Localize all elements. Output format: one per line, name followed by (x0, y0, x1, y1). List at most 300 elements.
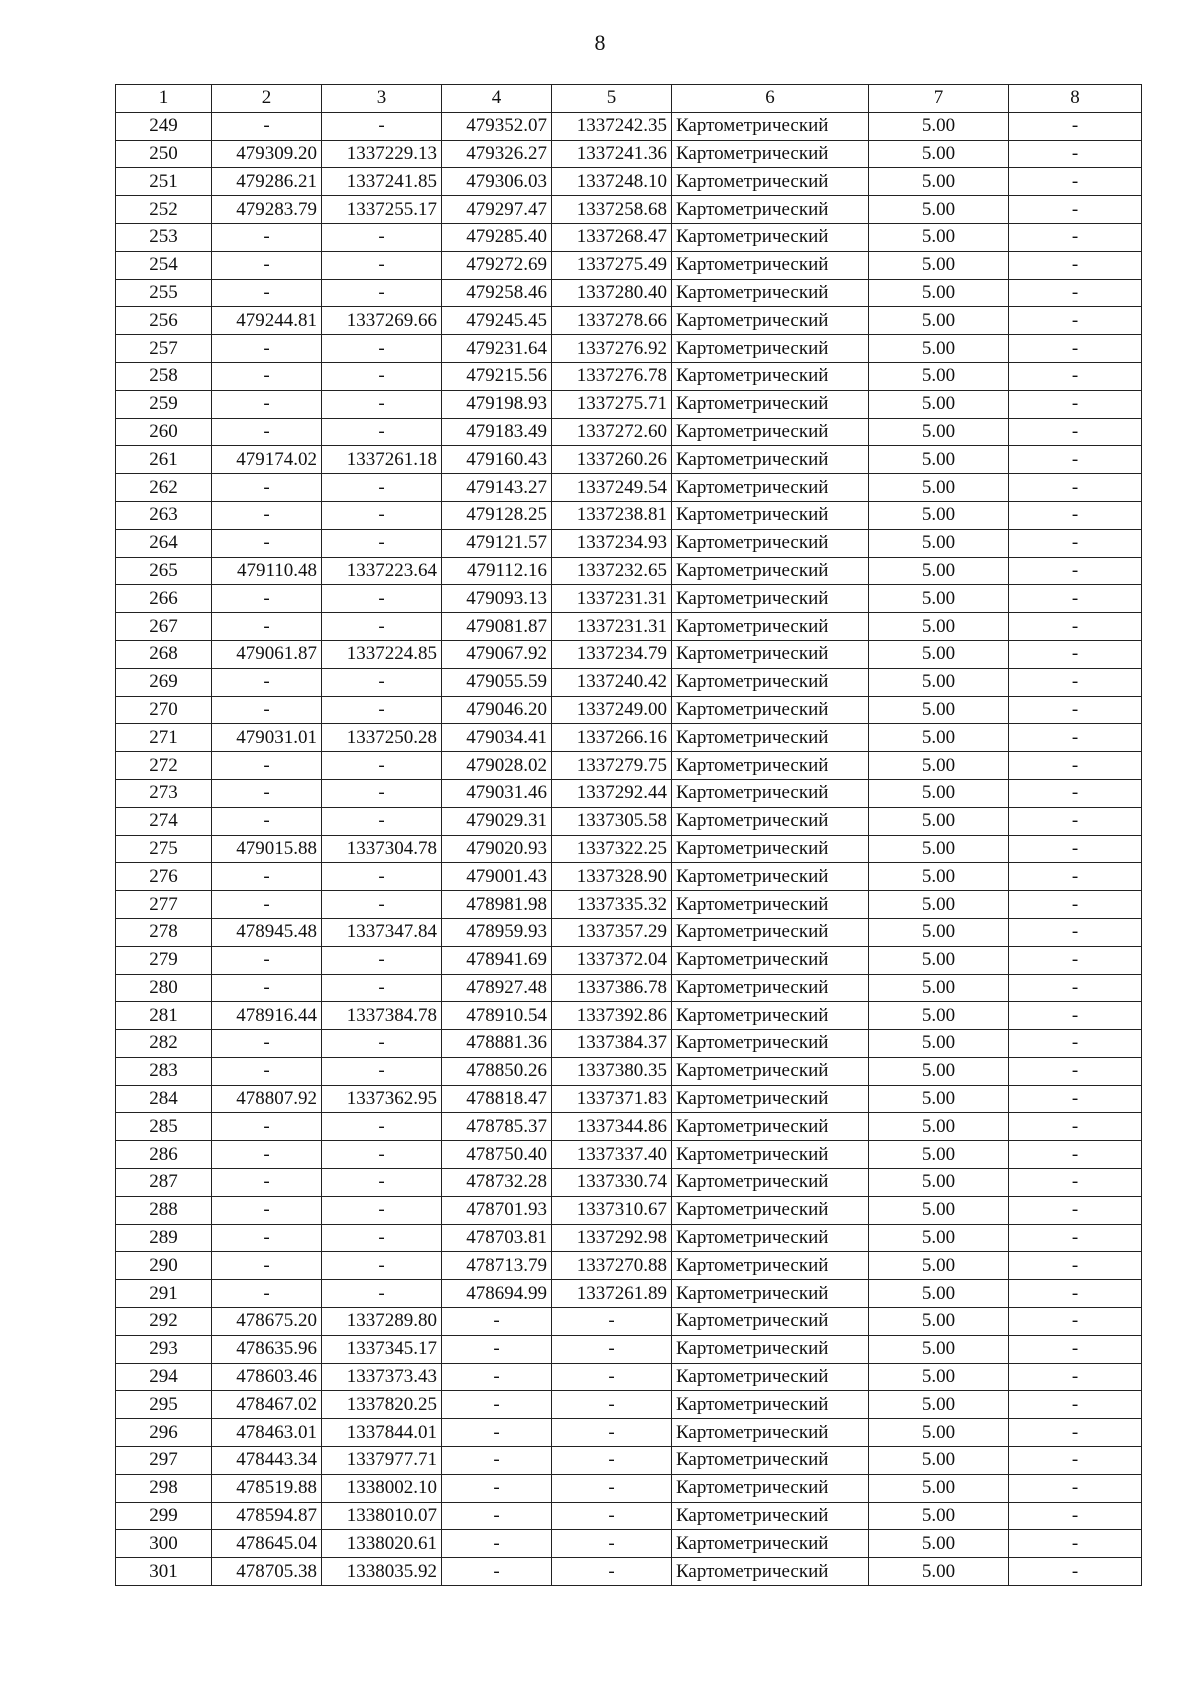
y-old-cell: 1337362.95 (322, 1085, 442, 1113)
accuracy-cell: 5.00 (869, 835, 1009, 863)
accuracy-cell: 5.00 (869, 223, 1009, 251)
y-new-cell: 1337357.29 (552, 918, 672, 946)
table-row (116, 1308, 1142, 1336)
point-number-cell: 278 (116, 918, 212, 946)
description-cell: - (1009, 362, 1142, 390)
y-new-cell: - (552, 1419, 672, 1447)
y-old-cell: - (322, 390, 442, 418)
accuracy-cell: 5.00 (869, 1530, 1009, 1558)
point-number-cell: 262 (116, 474, 212, 502)
accuracy-cell: 5.00 (869, 1141, 1009, 1169)
x-new-cell: 479029.31 (442, 807, 552, 835)
method-cell: Картометрический (672, 1335, 869, 1363)
x-old-cell: 478635.96 (212, 1335, 322, 1363)
y-new-cell: 1337268.47 (552, 223, 672, 251)
description-cell: - (1009, 279, 1142, 307)
x-old-cell: - (212, 752, 322, 780)
accuracy-cell: 5.00 (869, 640, 1009, 668)
y-new-cell: 1337241.36 (552, 140, 672, 168)
y-new-cell: 1337330.74 (552, 1169, 672, 1197)
y-old-cell: - (322, 279, 442, 307)
y-old-cell: - (322, 1113, 442, 1141)
y-old-cell: - (322, 946, 442, 974)
x-old-cell: - (212, 1030, 322, 1058)
table-row (116, 668, 1142, 696)
table-row (116, 724, 1142, 752)
x-new-cell: 479121.57 (442, 529, 552, 557)
description-cell: - (1009, 724, 1142, 752)
y-new-cell: 1337372.04 (552, 946, 672, 974)
accuracy-cell: 5.00 (869, 1391, 1009, 1419)
y-new-cell: 1337386.78 (552, 974, 672, 1002)
y-new-cell: 1337275.49 (552, 251, 672, 279)
y-new-cell: 1337276.78 (552, 362, 672, 390)
point-number-cell: 299 (116, 1502, 212, 1530)
point-number-cell: 271 (116, 724, 212, 752)
method-cell: Картометрический (672, 613, 869, 641)
point-number-cell: 280 (116, 974, 212, 1002)
y-new-cell: 1337280.40 (552, 279, 672, 307)
description-cell: - (1009, 807, 1142, 835)
x-new-cell: 479297.47 (442, 196, 552, 224)
x-old-cell: - (212, 585, 322, 613)
y-new-cell: 1337248.10 (552, 168, 672, 196)
x-old-cell: - (212, 1280, 322, 1308)
method-cell: Картометрический (672, 1474, 869, 1502)
accuracy-cell: 5.00 (869, 196, 1009, 224)
point-number-cell: 291 (116, 1280, 212, 1308)
accuracy-cell: 5.00 (869, 1502, 1009, 1530)
y-old-cell: - (322, 613, 442, 641)
point-number-cell: 273 (116, 779, 212, 807)
y-new-cell: 1337232.65 (552, 557, 672, 585)
description-cell: - (1009, 1280, 1142, 1308)
method-cell: Картометрический (672, 1530, 869, 1558)
x-new-cell: 478713.79 (442, 1252, 552, 1280)
x-new-cell: - (442, 1502, 552, 1530)
y-old-cell: - (322, 223, 442, 251)
accuracy-cell: 5.00 (869, 1252, 1009, 1280)
table-row (116, 613, 1142, 641)
y-new-cell: 1337266.16 (552, 724, 672, 752)
x-old-cell: 478519.88 (212, 1474, 322, 1502)
y-old-cell: 1337977.71 (322, 1447, 442, 1475)
x-new-cell: 479046.20 (442, 696, 552, 724)
y-new-cell: - (552, 1530, 672, 1558)
accuracy-cell: 5.00 (869, 1169, 1009, 1197)
column-header: 5 (552, 85, 672, 113)
accuracy-cell: 5.00 (869, 474, 1009, 502)
column-header: 6 (672, 85, 869, 113)
y-old-cell: - (322, 752, 442, 780)
method-cell: Картометрический (672, 918, 869, 946)
y-old-cell: 1337347.84 (322, 918, 442, 946)
x-new-cell: 479031.46 (442, 779, 552, 807)
x-new-cell: 478703.81 (442, 1224, 552, 1252)
x-old-cell: 479110.48 (212, 557, 322, 585)
description-cell: - (1009, 1224, 1142, 1252)
x-old-cell: - (212, 613, 322, 641)
y-new-cell: 1337242.35 (552, 112, 672, 140)
x-new-cell: 478881.36 (442, 1030, 552, 1058)
point-number-cell: 296 (116, 1419, 212, 1447)
description-cell: - (1009, 1030, 1142, 1058)
point-number-cell: 281 (116, 1002, 212, 1030)
y-old-cell: - (322, 501, 442, 529)
method-cell: Картометрический (672, 724, 869, 752)
x-new-cell: 479306.03 (442, 168, 552, 196)
accuracy-cell: 5.00 (869, 891, 1009, 919)
column-header: 1 (116, 85, 212, 113)
description-cell: - (1009, 752, 1142, 780)
description-cell: - (1009, 446, 1142, 474)
table-row (116, 1113, 1142, 1141)
table-row (116, 974, 1142, 1002)
method-cell: Картометрический (672, 279, 869, 307)
x-new-cell: 478941.69 (442, 946, 552, 974)
y-old-cell: - (322, 779, 442, 807)
point-number-cell: 289 (116, 1224, 212, 1252)
x-old-cell: 478916.44 (212, 1002, 322, 1030)
point-number-cell: 276 (116, 863, 212, 891)
y-old-cell: 1337250.28 (322, 724, 442, 752)
accuracy-cell: 5.00 (869, 1558, 1009, 1586)
method-cell: Картометрический (672, 946, 869, 974)
method-cell: Картометрический (672, 974, 869, 1002)
x-new-cell: 478850.26 (442, 1057, 552, 1085)
accuracy-cell: 5.00 (869, 1196, 1009, 1224)
description-cell: - (1009, 418, 1142, 446)
accuracy-cell: 5.00 (869, 863, 1009, 891)
point-number-cell: 293 (116, 1335, 212, 1363)
y-new-cell: 1337240.42 (552, 668, 672, 696)
y-new-cell: - (552, 1502, 672, 1530)
method-cell: Картометрический (672, 223, 869, 251)
point-number-cell: 282 (116, 1030, 212, 1058)
x-old-cell: - (212, 390, 322, 418)
method-cell: Картометрический (672, 1502, 869, 1530)
y-old-cell: - (322, 668, 442, 696)
y-old-cell: 1337304.78 (322, 835, 442, 863)
description-cell: - (1009, 585, 1142, 613)
description-cell: - (1009, 1447, 1142, 1475)
description-cell: - (1009, 668, 1142, 696)
x-new-cell: 479034.41 (442, 724, 552, 752)
x-new-cell: 479001.43 (442, 863, 552, 891)
accuracy-cell: 5.00 (869, 1057, 1009, 1085)
accuracy-cell: 5.00 (869, 1224, 1009, 1252)
method-cell: Картометрический (672, 1196, 869, 1224)
x-new-cell: 479183.49 (442, 418, 552, 446)
description-cell: - (1009, 501, 1142, 529)
method-cell: Картометрический (672, 1113, 869, 1141)
accuracy-cell: 5.00 (869, 390, 1009, 418)
y-new-cell: 1337234.93 (552, 529, 672, 557)
x-old-cell: - (212, 974, 322, 1002)
point-number-cell: 277 (116, 891, 212, 919)
table-row (116, 835, 1142, 863)
y-old-cell: - (322, 1057, 442, 1085)
table-body (116, 112, 1142, 1585)
x-new-cell: 479081.87 (442, 613, 552, 641)
x-new-cell: 478981.98 (442, 891, 552, 919)
y-new-cell: - (552, 1363, 672, 1391)
y-old-cell: 1338010.07 (322, 1502, 442, 1530)
method-cell: Картометрический (672, 1030, 869, 1058)
method-cell: Картометрический (672, 501, 869, 529)
x-old-cell: 478705.38 (212, 1558, 322, 1586)
accuracy-cell: 5.00 (869, 501, 1009, 529)
accuracy-cell: 5.00 (869, 1474, 1009, 1502)
table-row (116, 1169, 1142, 1197)
x-new-cell: 478910.54 (442, 1002, 552, 1030)
x-new-cell: 478959.93 (442, 918, 552, 946)
y-new-cell: - (552, 1391, 672, 1419)
accuracy-cell: 5.00 (869, 112, 1009, 140)
method-cell: Картометрический (672, 640, 869, 668)
x-old-cell: - (212, 501, 322, 529)
table-row (116, 1252, 1142, 1280)
column-header: 7 (869, 85, 1009, 113)
table-row (116, 1558, 1142, 1586)
accuracy-cell: 5.00 (869, 807, 1009, 835)
method-cell: Картометрический (672, 696, 869, 724)
point-number-cell: 253 (116, 223, 212, 251)
point-number-cell: 264 (116, 529, 212, 557)
point-number-cell: 285 (116, 1113, 212, 1141)
accuracy-cell: 5.00 (869, 918, 1009, 946)
y-old-cell: - (322, 112, 442, 140)
method-cell: Картометрический (672, 529, 869, 557)
y-new-cell: 1337322.25 (552, 835, 672, 863)
accuracy-cell: 5.00 (869, 724, 1009, 752)
accuracy-cell: 5.00 (869, 168, 1009, 196)
y-old-cell: - (322, 1030, 442, 1058)
x-old-cell: - (212, 279, 322, 307)
method-cell: Картометрический (672, 752, 869, 780)
point-number-cell: 255 (116, 279, 212, 307)
column-header: 4 (442, 85, 552, 113)
point-number-cell: 294 (116, 1363, 212, 1391)
x-old-cell: 478594.87 (212, 1502, 322, 1530)
table-row (116, 779, 1142, 807)
description-cell: - (1009, 779, 1142, 807)
x-old-cell: - (212, 668, 322, 696)
y-new-cell: 1337344.86 (552, 1113, 672, 1141)
point-number-cell: 249 (116, 112, 212, 140)
accuracy-cell: 5.00 (869, 557, 1009, 585)
table-row (116, 446, 1142, 474)
method-cell: Картометрический (672, 1057, 869, 1085)
y-new-cell: 1337238.81 (552, 501, 672, 529)
column-header: 2 (212, 85, 322, 113)
y-old-cell: 1337844.01 (322, 1419, 442, 1447)
y-old-cell: 1338020.61 (322, 1530, 442, 1558)
table-row (116, 1474, 1142, 1502)
x-new-cell: 479067.92 (442, 640, 552, 668)
x-old-cell: - (212, 335, 322, 363)
x-new-cell: 479272.69 (442, 251, 552, 279)
method-cell: Картометрический (672, 585, 869, 613)
method-cell: Картометрический (672, 1419, 869, 1447)
accuracy-cell: 5.00 (869, 140, 1009, 168)
table-row (116, 390, 1142, 418)
x-new-cell: - (442, 1335, 552, 1363)
x-old-cell: 479244.81 (212, 307, 322, 335)
point-number-cell: 265 (116, 557, 212, 585)
method-cell: Картометрический (672, 1447, 869, 1475)
x-old-cell: - (212, 223, 322, 251)
x-new-cell: 479020.93 (442, 835, 552, 863)
header-row (116, 85, 1142, 113)
point-number-cell: 298 (116, 1474, 212, 1502)
y-new-cell: 1337272.60 (552, 418, 672, 446)
accuracy-cell: 5.00 (869, 279, 1009, 307)
description-cell: - (1009, 946, 1142, 974)
table-row (116, 1030, 1142, 1058)
y-old-cell: - (322, 474, 442, 502)
x-new-cell: - (442, 1558, 552, 1586)
x-new-cell: 478785.37 (442, 1113, 552, 1141)
table-row (116, 168, 1142, 196)
table-row (116, 223, 1142, 251)
table-row (116, 752, 1142, 780)
y-old-cell: 1337261.18 (322, 446, 442, 474)
table-row (116, 1224, 1142, 1252)
description-cell: - (1009, 1335, 1142, 1363)
description-cell: - (1009, 557, 1142, 585)
y-new-cell: 1337231.31 (552, 585, 672, 613)
y-new-cell: 1337249.54 (552, 474, 672, 502)
description-cell: - (1009, 696, 1142, 724)
x-new-cell: - (442, 1391, 552, 1419)
description-cell: - (1009, 1530, 1142, 1558)
table-row (116, 891, 1142, 919)
y-old-cell: 1337255.17 (322, 196, 442, 224)
y-old-cell: - (322, 529, 442, 557)
accuracy-cell: 5.00 (869, 1447, 1009, 1475)
accuracy-cell: 5.00 (869, 946, 1009, 974)
y-new-cell: - (552, 1308, 672, 1336)
accuracy-cell: 5.00 (869, 696, 1009, 724)
method-cell: Картометрический (672, 891, 869, 919)
y-old-cell: 1337345.17 (322, 1335, 442, 1363)
accuracy-cell: 5.00 (869, 1030, 1009, 1058)
table-row (116, 112, 1142, 140)
x-old-cell: - (212, 1113, 322, 1141)
y-old-cell: - (322, 863, 442, 891)
x-old-cell: 478467.02 (212, 1391, 322, 1419)
y-old-cell: - (322, 362, 442, 390)
description-cell: - (1009, 390, 1142, 418)
accuracy-cell: 5.00 (869, 1335, 1009, 1363)
point-number-cell: 254 (116, 251, 212, 279)
accuracy-cell: 5.00 (869, 668, 1009, 696)
y-new-cell: 1337371.83 (552, 1085, 672, 1113)
x-old-cell: 478945.48 (212, 918, 322, 946)
accuracy-cell: 5.00 (869, 779, 1009, 807)
x-new-cell: 479093.13 (442, 585, 552, 613)
x-old-cell: - (212, 529, 322, 557)
x-old-cell: 479015.88 (212, 835, 322, 863)
table-row (116, 307, 1142, 335)
y-old-cell: 1337373.43 (322, 1363, 442, 1391)
y-new-cell: 1337305.58 (552, 807, 672, 835)
point-number-cell: 251 (116, 168, 212, 196)
description-cell: - (1009, 1558, 1142, 1586)
x-new-cell: 478694.99 (442, 1280, 552, 1308)
y-new-cell: 1337278.66 (552, 307, 672, 335)
description-cell: - (1009, 307, 1142, 335)
table-row (116, 501, 1142, 529)
x-old-cell: 478463.01 (212, 1419, 322, 1447)
x-new-cell: 478701.93 (442, 1196, 552, 1224)
accuracy-cell: 5.00 (869, 752, 1009, 780)
description-cell: - (1009, 335, 1142, 363)
point-number-cell: 268 (116, 640, 212, 668)
y-new-cell: 1337292.98 (552, 1224, 672, 1252)
x-new-cell: - (442, 1474, 552, 1502)
column-header: 8 (1009, 85, 1142, 113)
x-new-cell: 478750.40 (442, 1141, 552, 1169)
y-old-cell: 1337229.13 (322, 140, 442, 168)
x-old-cell: 479061.87 (212, 640, 322, 668)
method-cell: Картометрический (672, 196, 869, 224)
table-row (116, 418, 1142, 446)
table-row (116, 863, 1142, 891)
y-new-cell: 1337384.37 (552, 1030, 672, 1058)
y-old-cell: 1337289.80 (322, 1308, 442, 1336)
description-cell: - (1009, 251, 1142, 279)
description-cell: - (1009, 474, 1142, 502)
column-header: 3 (322, 85, 442, 113)
point-number-cell: 295 (116, 1391, 212, 1419)
y-old-cell: 1337384.78 (322, 1002, 442, 1030)
coordinates-table (115, 84, 1142, 1586)
x-new-cell: 478818.47 (442, 1085, 552, 1113)
y-old-cell: - (322, 1141, 442, 1169)
y-old-cell: - (322, 807, 442, 835)
table-row (116, 1002, 1142, 1030)
y-old-cell: 1337223.64 (322, 557, 442, 585)
y-new-cell: 1337276.92 (552, 335, 672, 363)
method-cell: Картометрический (672, 1085, 869, 1113)
accuracy-cell: 5.00 (869, 446, 1009, 474)
y-old-cell: - (322, 585, 442, 613)
y-new-cell: 1337260.26 (552, 446, 672, 474)
method-cell: Картометрический (672, 362, 869, 390)
y-new-cell: - (552, 1558, 672, 1586)
description-cell: - (1009, 1141, 1142, 1169)
x-old-cell: - (212, 696, 322, 724)
table-row (116, 557, 1142, 585)
point-number-cell: 275 (116, 835, 212, 863)
x-new-cell: 479215.56 (442, 362, 552, 390)
point-number-cell: 266 (116, 585, 212, 613)
x-new-cell: 479352.07 (442, 112, 552, 140)
y-new-cell: - (552, 1335, 672, 1363)
x-new-cell: 479231.64 (442, 335, 552, 363)
x-old-cell: - (212, 1252, 322, 1280)
table-row (116, 1530, 1142, 1558)
description-cell: - (1009, 1502, 1142, 1530)
table-row (116, 1196, 1142, 1224)
y-new-cell: 1337392.86 (552, 1002, 672, 1030)
x-old-cell: - (212, 474, 322, 502)
x-new-cell: 479028.02 (442, 752, 552, 780)
x-new-cell: 479245.45 (442, 307, 552, 335)
x-new-cell: 478732.28 (442, 1169, 552, 1197)
